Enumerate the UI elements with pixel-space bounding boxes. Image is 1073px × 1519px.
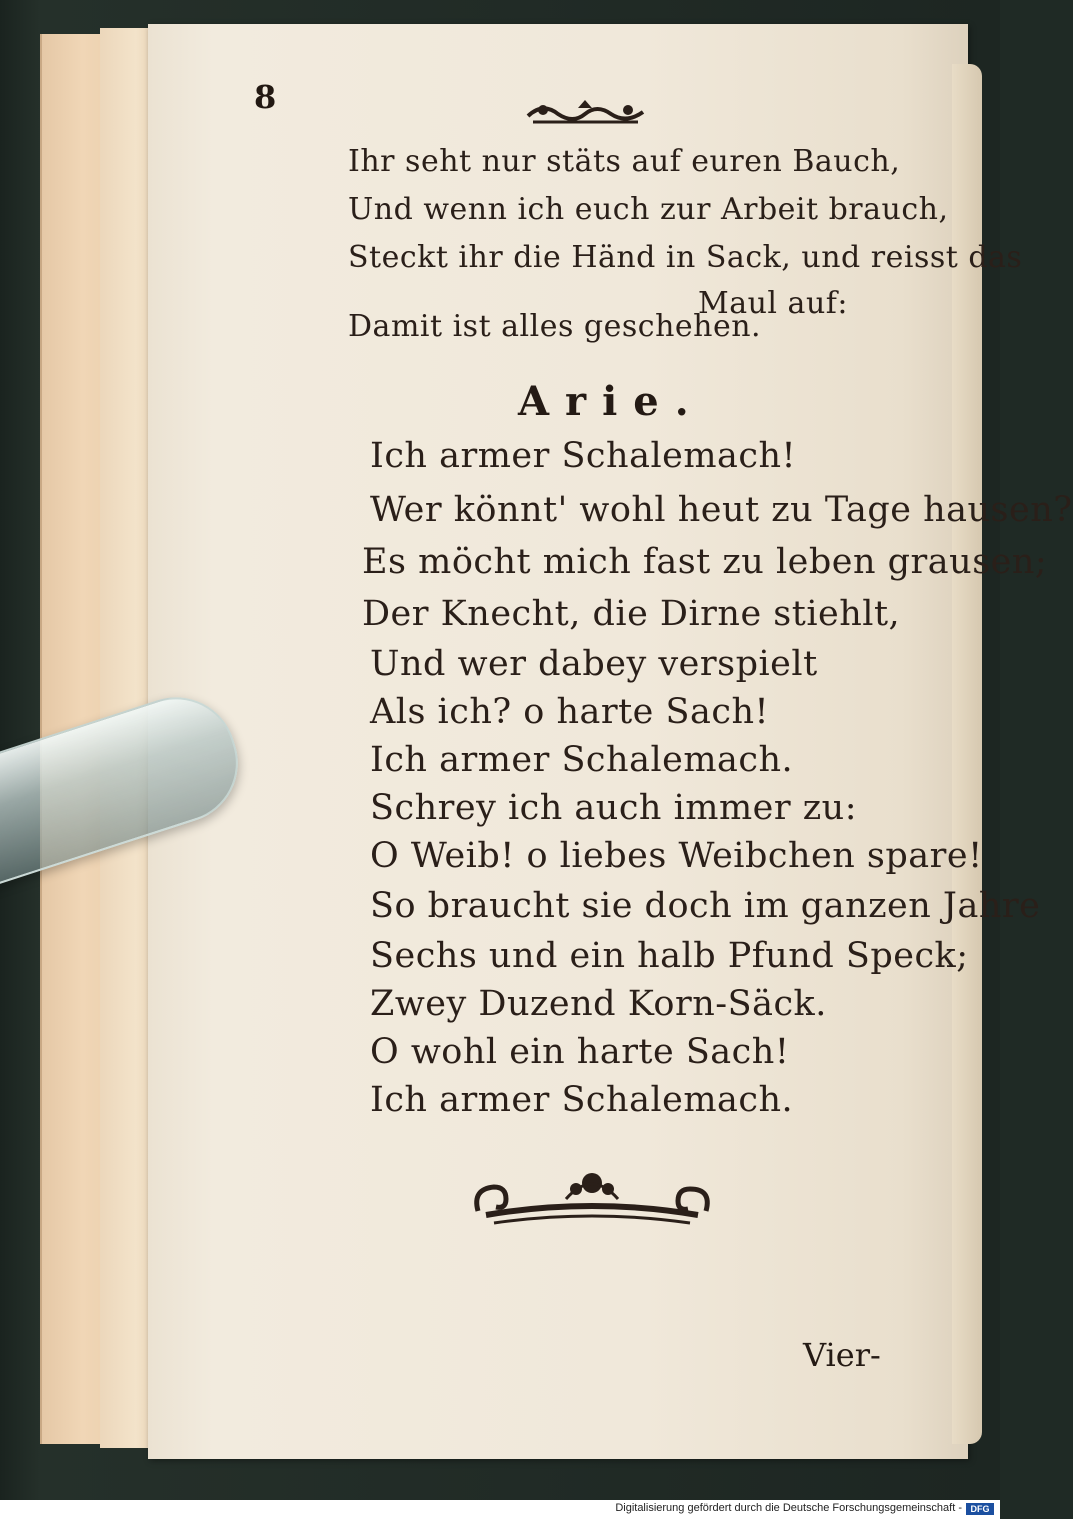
- footer-bar: [0, 1500, 1000, 1519]
- intro-line: Ihr seht nur stäts auf euren Bauch,: [348, 144, 901, 179]
- verse-line: O Weib! o liebes Weibchen spare!: [370, 836, 983, 876]
- verse-line: Als ich? o harte Sach!: [370, 692, 770, 732]
- head-ornament-icon: [523, 94, 648, 134]
- verse-line: So braucht sie doch im ganzen Jahre: [370, 886, 1041, 926]
- verse-line: Zwey Duzend Korn-Säck.: [370, 984, 827, 1024]
- tailpiece-ornament-icon: [466, 1159, 718, 1239]
- verse-line: O wohl ein harte Sach!: [370, 1032, 790, 1072]
- book-page: [148, 24, 1073, 1459]
- verse-line: Ich armer Schalemach!: [370, 436, 797, 476]
- verse-line: Ich armer Schalemach.: [370, 740, 794, 780]
- verse-line: Schrey ich auch immer zu:: [370, 788, 858, 828]
- verse-line: Der Knecht, die Dirne stiehlt,: [362, 594, 901, 634]
- intro-line: Damit ist alles geschehen.: [348, 309, 762, 344]
- verse-line: Sechs und ein halb Pfund Speck;: [370, 936, 969, 976]
- dfg-logo: DFG: [966, 1503, 994, 1515]
- catchword: Vier-: [803, 1336, 881, 1374]
- intro-line: Und wenn ich euch zur Arbeit brauch,: [348, 192, 949, 227]
- verse-line: Ich armer Schalemach.: [370, 1080, 794, 1120]
- verse-line: Es möcht mich fast zu leben grausen;: [362, 542, 1048, 582]
- funding-credit: Digitalisierung gefördert durch die Deutsche Forschungsgemeinschaft -: [615, 1502, 962, 1514]
- page-number: 8: [254, 78, 277, 116]
- intro-line: Steckt ihr die Händ in Sack, und reisst das: [348, 240, 1023, 275]
- verse-line: Wer könnt' wohl heut zu Tage hausen?: [370, 490, 1073, 530]
- intro-line: Maul auf:: [698, 286, 848, 321]
- aria-title: Arie.: [518, 378, 705, 425]
- verse-line: Und wer dabey verspielt: [370, 644, 818, 684]
